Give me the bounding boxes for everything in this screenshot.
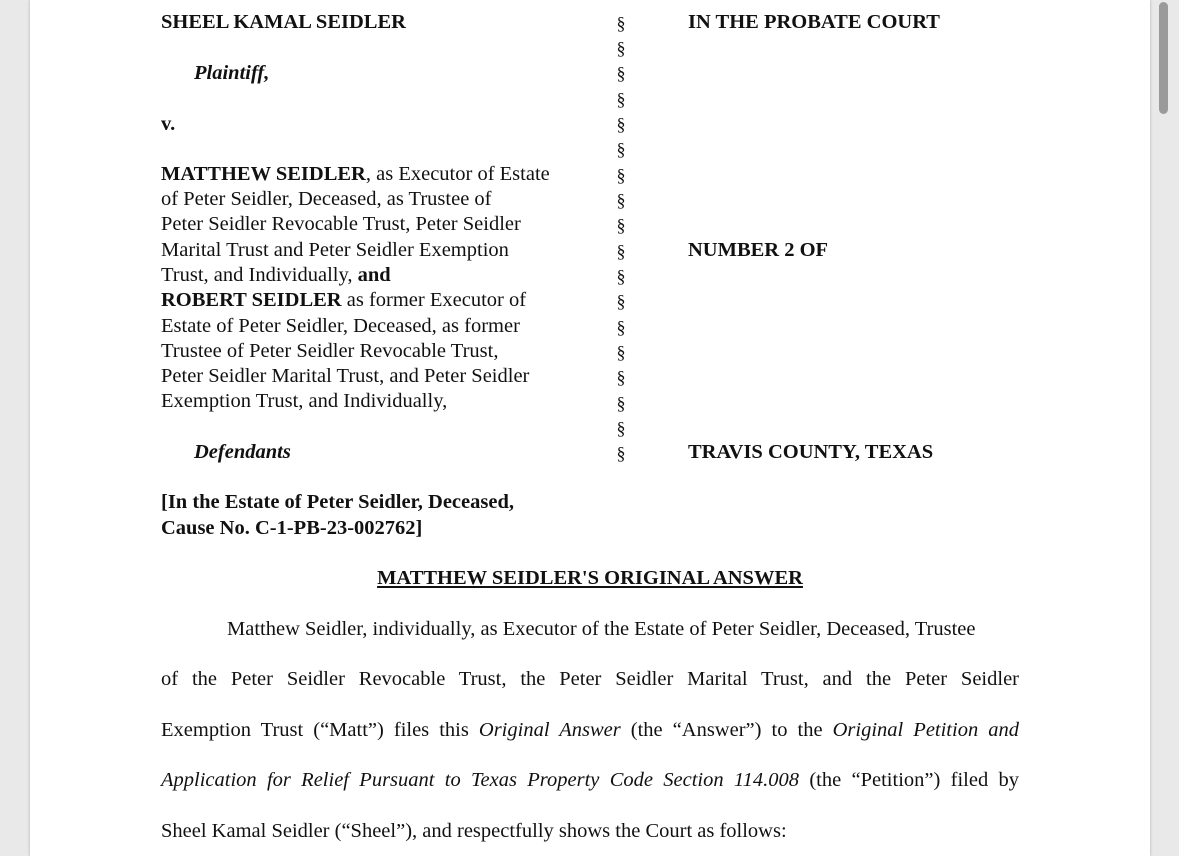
court-name: IN THE PROBATE COURT [688,11,940,33]
document-title [30,567,1150,590]
defendant-1-name: MATTHEW SEIDLER [161,163,366,185]
document-title-text: MATTHEW SEIDLER'S ORIGINAL ANSWER [377,567,803,589]
document-page [30,0,1150,856]
body-line-4-a: Application for Relief Pursuant to Texas Property Code Section 114.008 [161,769,800,791]
plaintiff-name: SHEEL KAMAL SEIDLER [161,11,406,33]
body-line-3 [161,720,1019,741]
body-line-3-a: Exemption Trust (“Matt”) files this [161,719,479,741]
defendant-1-line-1-text: , as Executor of Estate [365,163,550,185]
body-line-3-d: Original Petition and [832,719,1020,741]
body-line-3-b: Original Answer [478,719,621,741]
court-number: NUMBER 2 OF [688,239,829,261]
defendant-2-name: ROBERT SEIDLER [161,289,342,311]
defendant-2-line-1 [161,290,526,311]
section-symbol: § [616,393,626,413]
and-conjunction: and [357,264,391,286]
section-symbol: § [616,63,626,83]
plaintiff-role: Plaintiff, [194,62,270,84]
section-symbol: § [616,241,626,261]
defendant-1-line-5 [161,265,391,286]
body-line-2: of the Peter Seidler Revocable Trust, the Peter Seidler Marital Trust, and the Peter Seidler [161,668,1019,690]
estate-line-2: Cause No. C-1-PB-23-002762] [161,517,423,539]
body-line-4-b: (the “Petition”) filed by [799,769,1019,791]
defendant-1-line-1 [161,164,550,185]
defendant-1-line-2: of Peter Seidler, Deceased, as Trustee of [161,188,492,210]
section-symbol: § [616,38,626,58]
defendant-2-line-3: Trustee of Peter Seidler Revocable Trust, [161,340,499,362]
body-line-4 [161,770,1019,791]
section-symbol: § [616,139,626,159]
estate-line-1: [In the Estate of Peter Seidler, Deceased, [161,491,514,513]
section-symbol: § [616,190,626,210]
section-symbol: § [616,13,626,33]
section-symbol: § [616,367,626,387]
section-symbol: § [616,342,626,362]
body-line-3-c: (the “Answer”) to the [620,719,833,741]
section-symbol: § [616,418,626,438]
scrollbar-thumb[interactable] [1159,2,1168,114]
defendant-2-line-2: Estate of Peter Seidler, Deceased, as former [161,315,520,337]
section-symbol: § [616,291,626,311]
defendant-2-line-5: Exemption Trust, and Individually, [161,390,448,412]
defendant-1-line-4: Marital Trust and Peter Seidler Exemption [161,239,509,261]
section-symbol: § [616,165,626,185]
section-symbol: § [616,443,626,463]
body-line-5: Sheel Kamal Seidler (“Sheel”), and respectfully shows the Court as follows: [161,820,787,842]
section-symbol: § [616,317,626,337]
section-symbol: § [616,114,626,134]
county-name: TRAVIS COUNTY, TEXAS [688,441,934,463]
section-symbol: § [616,266,626,286]
defendants-label: Defendants [194,441,291,463]
body-line-1: Matthew Seidler, individually, as Executor of the Estate of Peter Seidler, Deceased, Trustee [227,618,976,640]
section-symbol: § [616,89,626,109]
defendant-2-line-1-text: as former Executor of [341,289,527,311]
defendant-1-line-3: Peter Seidler Revocable Trust, Peter Seidler [161,213,521,235]
vertical-scrollbar[interactable] [1158,0,1169,856]
versus-label: v. [161,113,176,135]
defendant-1-line-5-text: Trust, and Individually, [161,264,358,286]
section-symbol: § [616,215,626,235]
defendant-2-line-4: Peter Seidler Marital Trust, and Peter Seidler [161,365,530,387]
